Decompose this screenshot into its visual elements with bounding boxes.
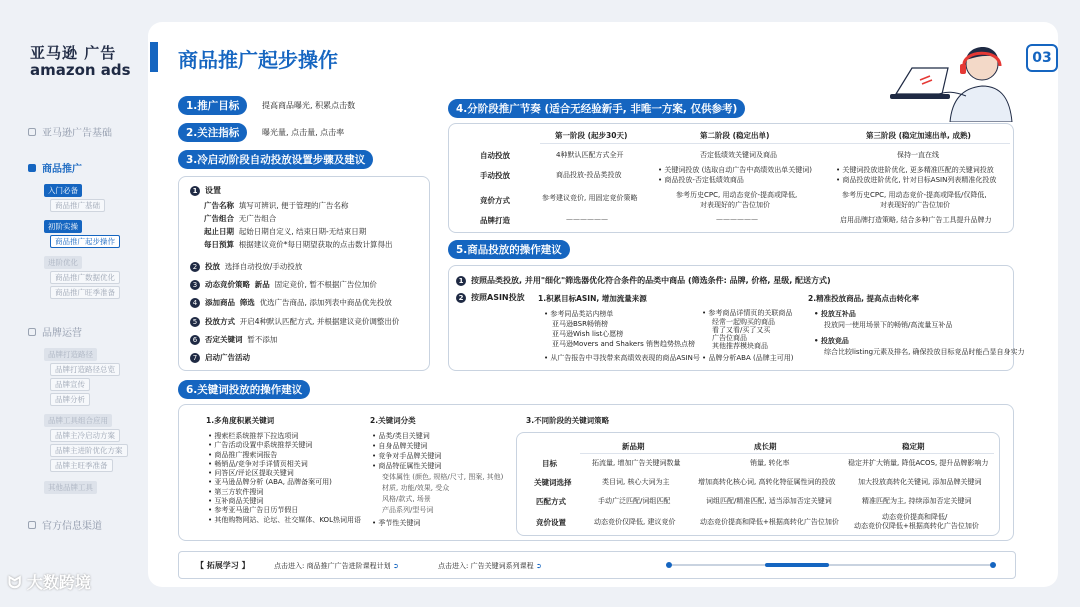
nav-item-brand-overview[interactable]: 品牌打造路径总览 (50, 363, 120, 376)
list-subitem: 产品系列/型号词 (382, 506, 434, 514)
list-item: • 商品推广搜索词报告 (208, 450, 278, 459)
cell: 否定低绩效关键词及商品 (700, 151, 777, 159)
nav-item-brand-analysis[interactable]: 品牌分析 (50, 393, 90, 406)
step-2: 2 投放 选择自动投放/手动投放 (190, 261, 302, 272)
nav-section-sp[interactable]: 商品推广 (28, 160, 82, 175)
section-1-desc: 提高商品曝光, 积累点击数 (262, 101, 356, 110)
nav-item-sp-basics[interactable]: 商品推广基础 (50, 199, 105, 212)
cell: • 关键词投放进阶优化, 更多精准匹配的关键词投放 (836, 166, 994, 174)
cell: 类目词, 核心大词为主 (602, 478, 670, 486)
list-item: • 互补商品关键词 (208, 497, 264, 506)
section-2-header: 2.关注指标 (178, 123, 247, 142)
cell: 动态竞价仅降低+根据高转化广告位加价 (854, 522, 979, 530)
setting-row: 广告组合 无广告组合 (204, 214, 277, 223)
logo-chinese: 亚马逊 广告 (30, 44, 117, 62)
asin-list-item: 亚马逊Movers and Shakers 销售趋势热点榜 (552, 340, 695, 348)
cell: 增加高转化核心词, 高转化特征属性词的投放 (698, 478, 836, 486)
cell: 精准匹配为主, 持续添加否定关键词 (862, 497, 972, 505)
asin-list-foot: • 品牌分析ABA (品牌主可用) (702, 354, 794, 362)
complement-text: 投放同一使用场景下的畅销/高流量互补品 (824, 321, 953, 329)
cell: • 商品投放进阶优化, 针对目标ASIN列表精准化投放 (836, 176, 997, 184)
cell: 参考历史CPC, 用动态竞价-提高或降低, (676, 191, 798, 199)
list-item: • 亚马逊品牌分析 (ABA, 品牌备案可用) (208, 478, 332, 487)
keyword-source-list (208, 431, 361, 524)
nav-item-brand-promo[interactable]: 品牌宣传 (50, 378, 90, 391)
col-header: 稳定期 (902, 442, 925, 451)
cell: 词组匹配/精准匹配, 适当添加否定关键词 (706, 497, 832, 505)
logo-english: amazon ads (30, 61, 131, 79)
arrow-circle-icon: ➲ (392, 562, 399, 570)
footer-link-1[interactable]: 点击进入: 商品推广广告进阶课程计划 ➲ (274, 562, 399, 570)
list-item: • 畅销品/竞争对手详情页相关词 (208, 459, 308, 468)
step-6: 6 否定关键词 暂不添加 (190, 334, 277, 345)
section-icon (28, 521, 36, 529)
cell: 拓流量, 增加广告关键词数量 (592, 459, 681, 467)
asin-point-2: 2.精准投放商品, 提高点击转化率 (808, 294, 920, 303)
asin-list-head: • 参考商品详情页的关联商品 (702, 309, 793, 317)
keyword-col-2-title: 2.关键词分类 (370, 416, 416, 425)
page-title: 商品推广起步操作 (178, 48, 338, 72)
asin-list-item: 亚马逊Wish list心愿榜 (552, 330, 624, 338)
asin-point-1: 1.积累目标ASIN, 增加流量来源 (538, 294, 647, 303)
nav-item-sp-peak[interactable]: 商品推广旺季准备 (50, 286, 120, 299)
asin-list-head: • 参考同品类站内榜单 (544, 310, 614, 318)
method-1: 1 按照品类投放, 并用"细化"筛选器优化符合条件的品类中商品 (筛选条件: 品牌, 价格, 星级, 配送方式) (456, 275, 831, 286)
list-item: • 季节性关键词 (372, 519, 421, 527)
section-icon (28, 164, 36, 172)
cell: 稳定并扩大销量, 降低ACOS, 提升品牌影响力 (848, 459, 989, 467)
progress-track (672, 564, 990, 566)
competitor-text: 综合比较listing元素及排名, 确保投放目标竞品时能凸显自身实力 (824, 348, 1025, 356)
list-item: • 搜索栏系统推荐下拉选项词 (208, 432, 299, 440)
watermark-logo-icon: ᗢ (8, 573, 22, 592)
asin-list-item: 看了又看/买了又买 (712, 326, 771, 334)
asin-list-item: 经常一起购买的商品 (712, 318, 775, 326)
progress-thumb[interactable] (765, 563, 829, 567)
row-label: 自动投放 (480, 151, 510, 160)
amazon-ads-logo (30, 42, 131, 79)
list-subitem: 变体属性 (颜色, 规格/尺寸, 图案, 其他) (382, 473, 504, 481)
footer-link-2[interactable]: 点击进入: 广告关键词系列课程 ➲ (438, 562, 542, 570)
step-3: 3 动态竞价策略 新品 固定竞价, 暂不根据广告位加价 (190, 279, 377, 290)
list-item: • 其他购物网站、论坛、社交媒体、KOL热词用语 (208, 515, 361, 524)
col-header: 新品期 (622, 442, 645, 451)
nav-item-sp-data[interactable]: 商品推广数据优化 (50, 271, 120, 284)
section-icon (28, 328, 36, 336)
section-2-desc: 曝光量, 点击量, 点击率 (262, 128, 345, 137)
list-item: • 问答区/评论区提取关键词 (208, 469, 294, 478)
nav-section-official[interactable]: 官方信息渠道 (28, 517, 102, 532)
step-5: 5 投放方式 开启4种默认匹配方式, 并根据建议竞价调整出价 (190, 316, 399, 327)
complement-head: • 投放互补品 (814, 310, 856, 318)
cell: 加大投放高转化关键词, 添加品牌关键词 (858, 478, 982, 486)
list-item: • 品类/类目关键词 (372, 432, 430, 440)
nav-group-starter[interactable]: 入门必备 (44, 184, 82, 197)
cell: 动态竞价仅降低, 建议竞价 (594, 518, 676, 526)
cell: • 关键词投放 (选取自动广告中高绩效出单关键词) (658, 166, 813, 174)
col-header: 成长期 (754, 442, 777, 451)
nav-group-other-tools[interactable]: 其他品牌工具 (44, 481, 97, 494)
cell: 对表现好的广告位加价 (880, 201, 950, 209)
arrow-circle-icon: ➲ (535, 562, 542, 570)
nav-item-brand-cold[interactable]: 品牌主冷启动方案 (50, 429, 120, 442)
cell: 动态竞价提高和降低/ (882, 513, 948, 521)
nav-group-practice[interactable]: 初阶实操 (44, 220, 82, 233)
cell: 4种默认匹配方式全开 (556, 151, 624, 159)
list-item: • 参考亚马逊广告日历节假日 (208, 506, 299, 515)
list-subitem: 材质, 功能/效果, 受众 (382, 484, 450, 492)
keyword-col-1-title: 1.多角度积累关键词 (206, 416, 275, 425)
col-header: 第三阶段 (稳定加速出单, 成熟) (866, 131, 971, 140)
list-item: • 商品特征属性关键词 (372, 462, 442, 470)
section-3-header: 3.冷启动阶段自动投放设置步骤及建议 (178, 150, 373, 169)
asin-list-item: 广告位商品 (712, 334, 747, 342)
setting-row: 起止日期 起始日期自定义, 结束日期-无结束日期 (204, 227, 367, 236)
keyword-category-list (372, 431, 503, 528)
person-with-laptop-illustration (890, 30, 1015, 122)
row-label: 竞价方式 (480, 196, 510, 205)
nav-item-brand-adv[interactable]: 品牌主进阶优化方案 (50, 444, 128, 457)
competitor-head: • 投放竞品 (814, 337, 849, 345)
step-4: 4 添加商品 筛选 优选广告商品, 添加列表中商品优先投放 (190, 297, 392, 308)
row-label: 竞价设置 (536, 518, 566, 527)
section-icon (28, 128, 36, 136)
row-label: 目标 (542, 459, 557, 468)
nav-section-basics[interactable]: 亚马逊广告基础 (28, 124, 112, 139)
cell: 对表现好的广告位加价 (700, 201, 770, 209)
divider (580, 453, 994, 454)
list-subitem: 风格/款式, 场景 (382, 495, 431, 503)
col-header: 第二阶段 (稳定出单) (700, 131, 770, 140)
cell: 启用品牌打造策略, 结合多种广告工具提升品牌力 (840, 216, 992, 224)
nav-section-brand[interactable]: 品牌运营 (28, 324, 82, 339)
nav-item-sp-start[interactable]: 商品推广起步操作 (50, 235, 120, 248)
cell: 商品投放-投品类投放 (556, 171, 622, 179)
section-6-header: 6.关键词投放的操作建议 (178, 380, 310, 399)
nav-group-brand-tools[interactable]: 品牌工具组合应用 (44, 414, 112, 427)
step-1: 1 设置 (190, 185, 221, 196)
cell: 动态竞价提高和降低+根据高转化广告位加价 (700, 518, 839, 526)
cell: • 商品投放-否定低绩效商品 (658, 176, 744, 184)
list-item: • 自身品牌关键词 (372, 442, 428, 450)
asin-list-item: 其他推荐模块商品 (712, 342, 768, 350)
cell: 保持一直在线 (897, 151, 939, 159)
section-1-header: 1.推广目标 (178, 96, 247, 115)
divider (540, 143, 1010, 144)
progress-dot-icon (990, 562, 996, 568)
col-header: 第一阶段 (起步30天) (555, 131, 628, 140)
footer-label: 【 拓展学习 】 (196, 561, 250, 570)
page-number: 03 (1026, 44, 1058, 72)
row-label: 品牌打造 (480, 216, 510, 225)
title-accent-bar (150, 42, 158, 72)
cell: 销量, 转化率 (750, 459, 790, 467)
setting-row: 广告名称 填写可辨识, 便于管理的广告名称 (204, 201, 349, 210)
setting-row: 每日预算 根据建议竞价*每日期望获取的点击数计算得出 (204, 240, 393, 249)
row-label: 匹配方式 (536, 497, 566, 506)
cell: 参考历史CPC, 用动态竞价-提高或降低/仅降低, (842, 191, 987, 199)
method-2: 2 按照ASIN投放 (456, 292, 525, 303)
cell: 参考建议竞价, 用固定竞价策略 (542, 194, 638, 202)
list-item: • 广告活动设置中系统推荐关键词 (208, 441, 313, 450)
cell: —————— (716, 215, 758, 223)
step-7: 7 启动广告活动 (190, 352, 250, 363)
asin-list-item: 亚马逊BSR畅销榜 (552, 320, 608, 328)
nav-item-brand-peak[interactable]: 品牌主旺季准备 (50, 459, 113, 472)
asin-list-foot: • 从广告报告中寻找带来高绩效表现的商品ASIN号 (544, 354, 700, 362)
list-item: • 第三方软件搜词 (208, 487, 264, 496)
section-5-header: 5.商品投放的操作建议 (448, 240, 570, 259)
keyword-col-3-title: 3.不同阶段的关键词策略 (526, 416, 610, 425)
row-label: 手动投放 (480, 171, 510, 180)
nav-group-advanced[interactable]: 进阶优化 (44, 256, 82, 269)
cell: 手动广泛匹配/词组匹配 (598, 497, 671, 505)
watermark: ᗢ 大数跨境 (8, 573, 91, 592)
cell: —————— (566, 215, 608, 223)
list-item: • 竞争对手品牌关键词 (372, 452, 442, 460)
section-4-header: 4.分阶段推广节奏 (适合无经验新手, 非唯一方案, 仅供参考) (448, 99, 745, 118)
nav-group-brand-path[interactable]: 品牌打造路径 (44, 348, 97, 361)
row-label: 关键词选择 (534, 478, 572, 487)
